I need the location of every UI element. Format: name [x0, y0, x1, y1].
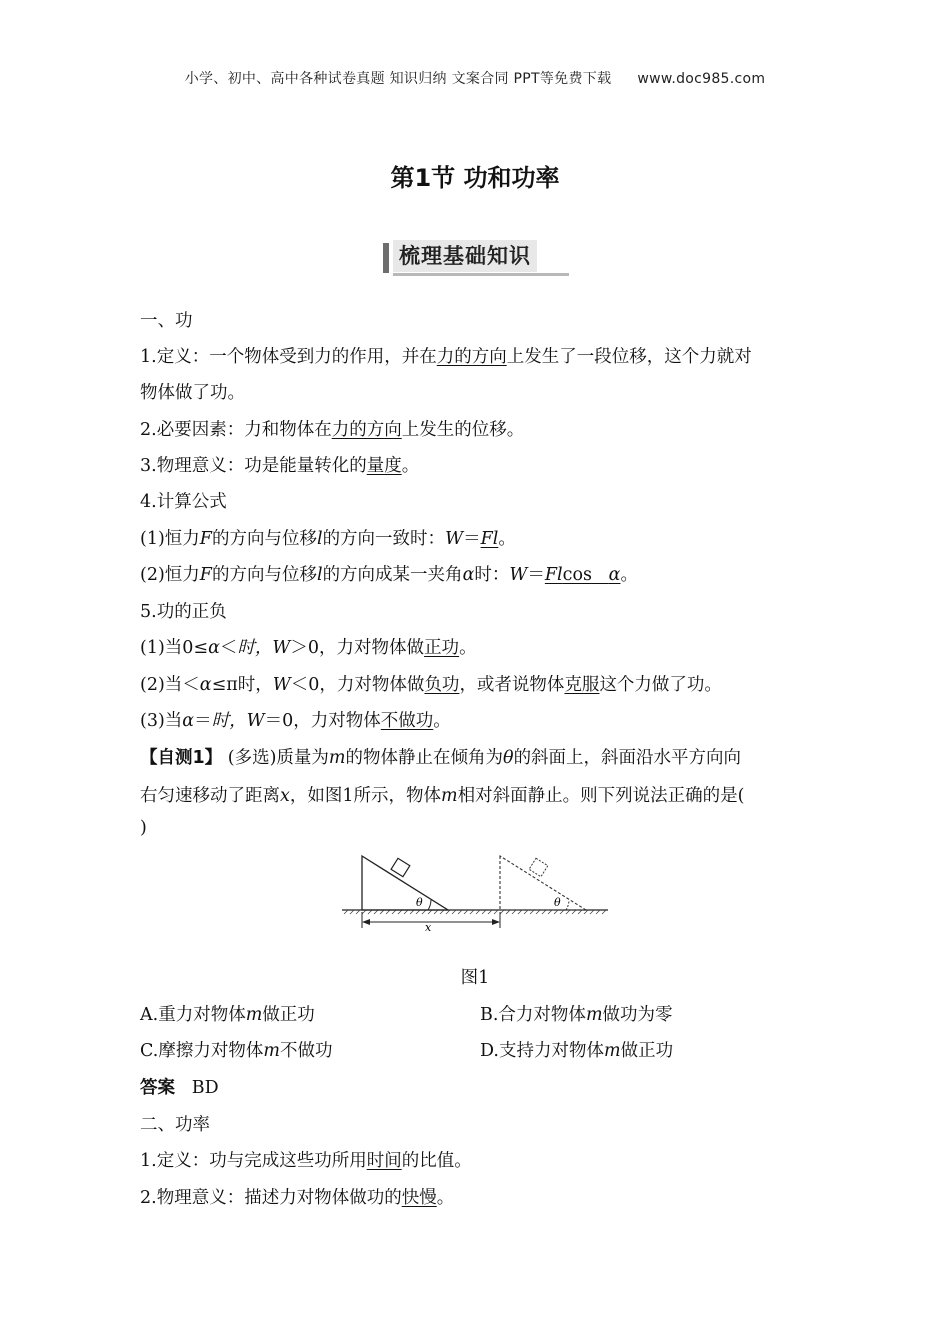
answer-label: 答案	[140, 1078, 175, 1098]
work-meaning: 3.物理意义：功是能量转化的量度。	[140, 456, 420, 476]
power-definition: 1.定义：功与完成这些功所用时间的比值。	[140, 1151, 472, 1171]
work-definition: 1.定义：一个物体受到力的作用，并在力的方向上发生了一段位移，这个力就对	[140, 347, 752, 367]
selftest-question-end: )	[140, 818, 147, 838]
x-arrowhead-left	[362, 919, 370, 925]
x-label: x	[425, 921, 432, 932]
option-a: A.重力对物体m做正功	[140, 1005, 315, 1025]
formula-heading: 4.计算公式	[140, 492, 227, 512]
option-d: D.支持力对物体m做正功	[480, 1041, 674, 1061]
answer-value: BD	[191, 1078, 219, 1098]
work-definition-cont: 物体做了功。	[140, 383, 245, 403]
sign-2: (2)当＜α≤π时，W＜0，力对物体做负功，或者说物体克服这个力做了功。	[140, 675, 722, 695]
page-header	[0, 68, 950, 88]
banner-text: 梳理基础知识	[393, 240, 537, 272]
block-solid	[391, 858, 410, 876]
selftest-question: 【自测1】 (多选)质量为m的物体静止在倾角为θ的斜面上，斜面沿水平方向向	[140, 748, 742, 768]
x-arrowhead-right	[492, 919, 500, 925]
sign-heading: 5.功的正负	[140, 602, 227, 622]
section-banner	[383, 240, 569, 278]
block-dashed	[529, 858, 548, 876]
formula-2: (2)恒力F的方向与位移l的方向成某一夹角α时：W＝Flcos α。	[140, 565, 638, 585]
angle-arc-dashed	[566, 900, 569, 910]
section1-heading: 一、功	[140, 311, 193, 331]
selftest-tag: 【自测1】	[140, 748, 223, 768]
theta-label-dashed: θ	[554, 896, 561, 909]
incline-figure	[340, 852, 610, 932]
sign-3: (3)当α＝时，W＝0，力对物体不做功。	[140, 711, 451, 731]
power-meaning: 2.物理意义：描述力对物体做功的快慢。	[140, 1188, 455, 1208]
answer	[140, 1074, 219, 1099]
option-c: C.摩擦力对物体m不做功	[140, 1041, 333, 1061]
header-site[interactable]: www.doc985.com	[637, 71, 766, 87]
page-title: 第1节 功和功率	[390, 164, 560, 192]
option-b: B.合力对物体m做功为零	[480, 1005, 673, 1025]
sign-1: (1)当0≤α＜时，W＞0，力对物体做正功。	[140, 638, 477, 658]
header-text: 小学、初中、高中各种试卷真题 知识归纳 文案合同 PPT等免费下载	[184, 71, 612, 87]
work-factors: 2.必要因素：力和物体在力的方向上发生的位移。	[140, 420, 525, 440]
banner-bar	[383, 243, 389, 273]
formula-1: (1)恒力F的方向与位移l的方向一致时：W＝Fl。	[140, 529, 516, 549]
angle-arc-solid	[428, 900, 431, 910]
section2-heading: 二、功率	[140, 1115, 210, 1135]
selftest-question-cont: 右匀速移动了距离x，如图1所示，物体m相对斜面静止。则下列说法正确的是(	[140, 786, 745, 806]
theta-label-solid: θ	[416, 896, 423, 909]
banner-shadow	[393, 273, 569, 276]
figure-caption: 图1	[460, 968, 490, 988]
